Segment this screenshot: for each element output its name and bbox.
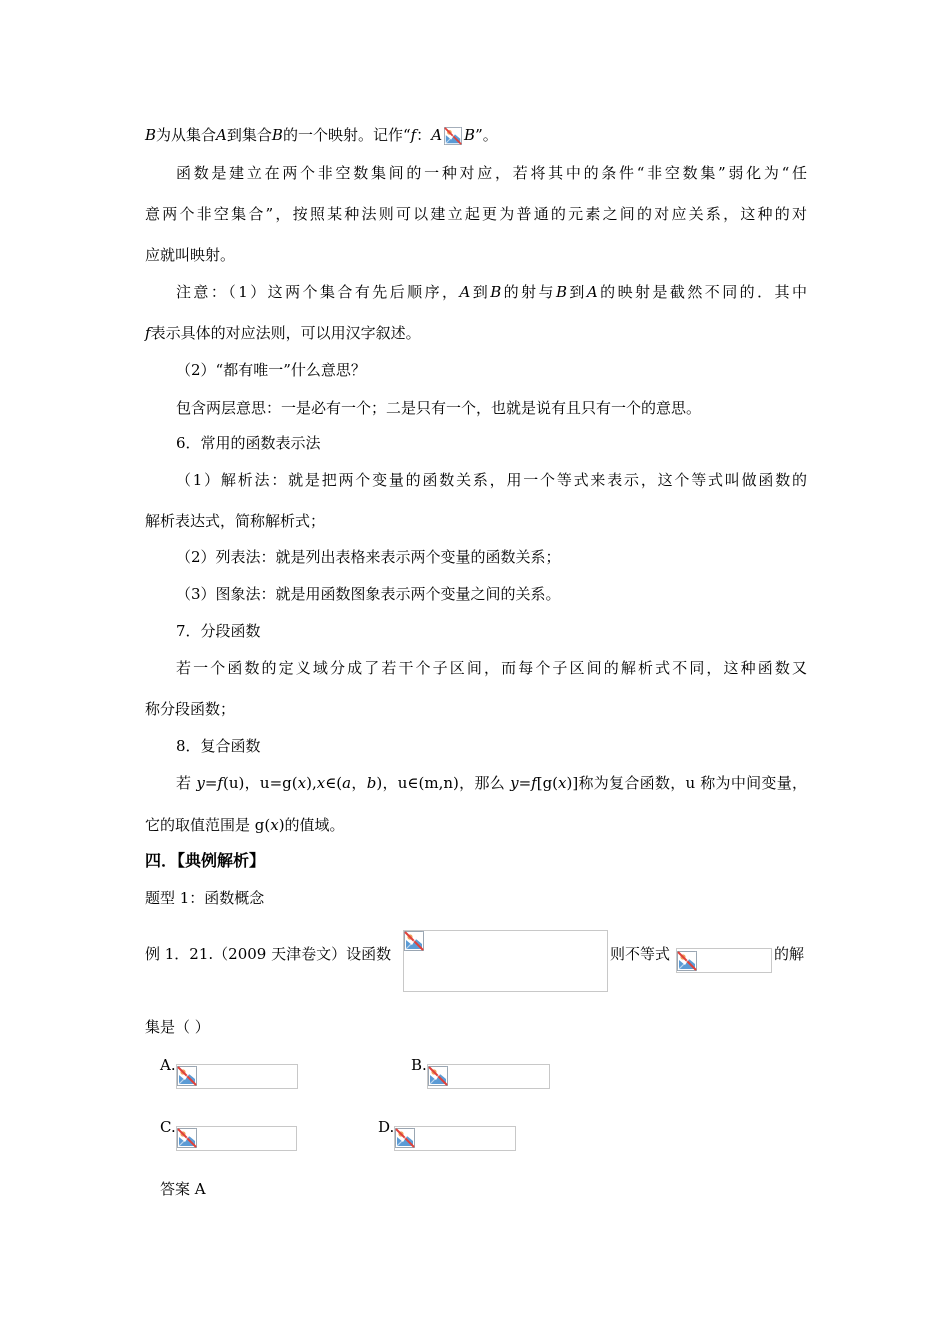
set-b-symbol: B xyxy=(555,283,567,301)
text-span: ”。 xyxy=(475,126,498,144)
var-x: x xyxy=(558,774,567,792)
var-x: x xyxy=(316,774,326,792)
inequality-image xyxy=(676,948,772,973)
text-span: 的映射是截然不同的．其中 xyxy=(597,283,807,301)
section-title-6: 6．常用的函数表示法 xyxy=(176,434,321,452)
composite-function-line xyxy=(145,814,345,836)
option-b-image[interactable] xyxy=(427,1064,550,1089)
f-symbol: f xyxy=(217,774,223,792)
note-line xyxy=(145,322,421,344)
paragraph-line: 应就叫映射。 xyxy=(145,246,236,264)
example-prompt-cont: 则不等式 xyxy=(610,945,671,963)
broken-image-icon xyxy=(395,1128,415,1148)
text-span: 它的取值范围是 g( xyxy=(145,816,271,834)
text-span: ∈( xyxy=(325,774,343,792)
text-span: 的一个映射。记作“ xyxy=(282,126,411,144)
set-a-symbol: A xyxy=(586,283,598,301)
example-prompt-line2: 集是（ ） xyxy=(145,1018,210,1036)
f-symbol: f xyxy=(145,324,151,342)
text-line: 意两个非空集合”，按照某种法则可以建立起更为普通的元素之间的对应关系，这种的对 xyxy=(145,205,807,223)
example-prompt-end: 的解 xyxy=(774,945,805,963)
broken-image-icon xyxy=(428,1066,448,1086)
note-line xyxy=(176,281,807,303)
text-span: 注意：（1）这两个集合有先后顺序， xyxy=(176,283,460,301)
set-a-symbol: A xyxy=(216,126,227,144)
text-line xyxy=(176,281,807,303)
section-title-7: 7．分段函数 xyxy=(176,622,261,640)
text-span: (u)，u=g( xyxy=(222,774,298,792)
text-span: 的射与 xyxy=(501,283,556,301)
set-b-symbol: B xyxy=(490,283,502,301)
paragraph-line: （2）列表法：就是列出表格来表示两个变量的函数关系； xyxy=(176,548,561,566)
set-b-symbol: B xyxy=(271,126,283,144)
question-line: （2）“都有唯一”什么意思？ xyxy=(176,361,366,379)
set-a-symbol: A xyxy=(431,126,443,144)
text-span: ), xyxy=(306,774,317,792)
var-x: x xyxy=(270,816,279,834)
text-span: 表示具体的对应法则，可以用汉字叙述。 xyxy=(150,324,421,342)
var-y: y xyxy=(510,774,519,792)
paragraph-line xyxy=(145,203,807,225)
var-x: x xyxy=(297,774,307,792)
set-b-symbol: B xyxy=(464,126,476,144)
var-y: y xyxy=(196,774,205,792)
option-c-label: C. xyxy=(160,1118,176,1136)
set-b-symbol: B xyxy=(145,126,157,144)
option-d-label: D. xyxy=(378,1118,395,1136)
broken-image-icon xyxy=(404,931,424,951)
paragraph-line xyxy=(176,657,807,679)
option-d-image[interactable] xyxy=(394,1126,516,1151)
text-line: 若一个函数的定义域分成了若干个子区间，而每个子区间的解析式不同，这种函数又 xyxy=(176,659,807,677)
text-span: 为从集合 xyxy=(156,126,217,144)
example-prompt: 例 1．21.（2009 天津卷文）设函数 xyxy=(145,945,392,963)
text-span: 到 xyxy=(470,283,491,301)
f-symbol: f xyxy=(410,126,417,144)
paragraph-line xyxy=(176,469,807,491)
f-symbol: f xyxy=(531,774,537,792)
text-span: 到集合 xyxy=(226,126,272,144)
text-span: 到 xyxy=(567,283,587,301)
broken-image-icon xyxy=(677,951,697,971)
text-span: [g( xyxy=(536,774,559,792)
paragraph-line: 称分段函数； xyxy=(145,700,236,718)
text-line xyxy=(176,772,807,794)
paragraph-line xyxy=(176,162,807,184)
answer-line: 答案 A xyxy=(160,1180,206,1198)
text-span: )]称为复合函数，u 称为中间变量， xyxy=(566,774,807,792)
option-c-image[interactable] xyxy=(176,1126,297,1151)
text-span: )，u∈(m,n)，那么 xyxy=(376,774,511,792)
paragraph-line: 解析表达式，简称解析式； xyxy=(145,512,326,530)
section-title-8: 8．复合函数 xyxy=(176,737,261,755)
text-span: = xyxy=(204,774,218,792)
var-a: a xyxy=(342,774,352,792)
broken-image-icon xyxy=(177,1128,197,1148)
broken-image-icon xyxy=(177,1066,197,1086)
text-span: ： xyxy=(416,126,432,144)
function-formula-image xyxy=(403,930,608,992)
paragraph-line: （3）图象法：就是用函数图象表示两个变量之间的关系。 xyxy=(176,585,561,603)
broken-image-icon xyxy=(443,127,463,145)
text-span: )的值域。 xyxy=(278,816,345,834)
option-b-label: B. xyxy=(411,1056,427,1074)
option-a-image[interactable] xyxy=(176,1064,298,1089)
set-a-symbol: A xyxy=(459,283,471,301)
text-span: 若 xyxy=(176,774,197,792)
text-span: ， xyxy=(351,774,367,792)
section-heading: 四．【典例解析】 xyxy=(145,851,266,870)
option-a-label: A. xyxy=(160,1056,176,1074)
text-line: （1）解析法：就是把两个变量的函数关系，用一个等式来表示，这个等式叫做函数的 xyxy=(176,471,807,489)
problem-type-label: 题型 1：函数概念 xyxy=(145,889,265,907)
text-line: 函数是建立在两个非空数集间的一种对应，若将其中的条件“非空数集”弱化为“任 xyxy=(176,164,807,182)
mapping-definition-line xyxy=(145,124,498,146)
explanation-line: 包含两层意思：一是必有一个；二是只有一个，也就是说有且只有一个的意思。 xyxy=(176,399,702,417)
text-span: = xyxy=(518,774,532,792)
var-b: b xyxy=(366,774,377,792)
composite-function-line xyxy=(176,772,807,794)
